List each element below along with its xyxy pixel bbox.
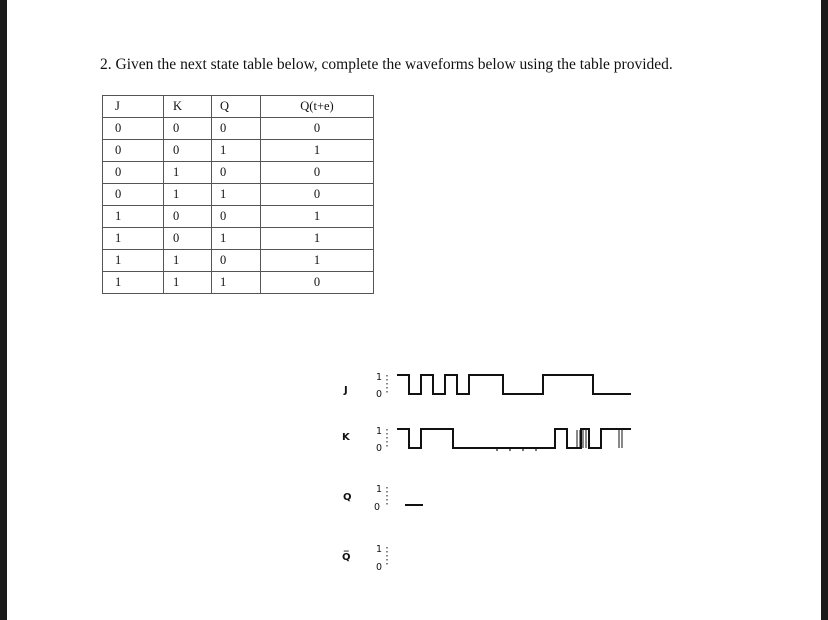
header-k: K: [164, 96, 212, 118]
timing-diagram: [7, 0, 821, 620]
cell-next: 0: [261, 118, 374, 140]
header-q: Q: [212, 96, 261, 118]
signal-label-q-bar: Q̅: [342, 552, 351, 563]
cell-j: 1: [103, 206, 164, 228]
cell-next: 1: [261, 250, 374, 272]
cell-q: 1: [212, 140, 261, 162]
cell-next: 0: [261, 272, 374, 294]
cell-q: 1: [212, 272, 261, 294]
dotted-mark: [509, 449, 511, 451]
level-low-j: 0: [376, 389, 383, 400]
cell-k: 1: [164, 184, 212, 206]
cell-q: 0: [212, 206, 261, 228]
dotted-mark: [522, 449, 524, 451]
cell-j: 0: [103, 140, 164, 162]
cell-q: 0: [212, 250, 261, 272]
cell-j: 1: [103, 250, 164, 272]
cell-q: 1: [212, 228, 261, 250]
cell-k: 1: [164, 162, 212, 184]
level-low-k: 0: [376, 443, 383, 454]
worksheet-page: [7, 0, 821, 620]
cell-next: 1: [261, 206, 374, 228]
cell-k: 0: [164, 140, 212, 162]
cell-k: 0: [164, 206, 212, 228]
waveform-j-trace: [397, 375, 631, 394]
signal-label-q: Q: [343, 492, 352, 503]
cell-j: 0: [103, 118, 164, 140]
level-low-q-bar: 0: [376, 562, 383, 573]
cell-next: 1: [261, 228, 374, 250]
level-high-k: 1: [376, 426, 383, 437]
cell-next: 0: [261, 184, 374, 206]
waveform-j: [397, 375, 631, 394]
question-text: 2. Given the next state table below, complete the waveforms below using the table provided.: [100, 56, 673, 73]
cell-k: 1: [164, 250, 212, 272]
level-high-q: 1: [376, 484, 383, 495]
cell-q: 0: [212, 162, 261, 184]
dotted-mark: [496, 449, 498, 451]
dotted-mark: [535, 449, 537, 451]
cell-next: 1: [261, 140, 374, 162]
waveform-k: [397, 429, 631, 448]
cell-q: 0: [212, 118, 261, 140]
waveform-k-trace: [397, 429, 631, 448]
header-next-state: Q(t+e): [261, 96, 374, 118]
header-j: J: [103, 96, 164, 118]
cell-j: 0: [103, 184, 164, 206]
cell-k: 0: [164, 118, 212, 140]
cell-j: 0: [103, 162, 164, 184]
cell-k: 0: [164, 228, 212, 250]
level-low-q: 0: [374, 502, 381, 513]
cell-k: 1: [164, 272, 212, 294]
level-high-j: 1: [376, 372, 383, 383]
cell-next: 0: [261, 162, 374, 184]
cell-j: 1: [103, 228, 164, 250]
cell-j: 1: [103, 272, 164, 294]
signal-label-j: J: [344, 385, 348, 396]
signal-label-k: K: [342, 432, 350, 443]
level-high-q-bar: 1: [376, 544, 383, 555]
cell-q: 1: [212, 184, 261, 206]
